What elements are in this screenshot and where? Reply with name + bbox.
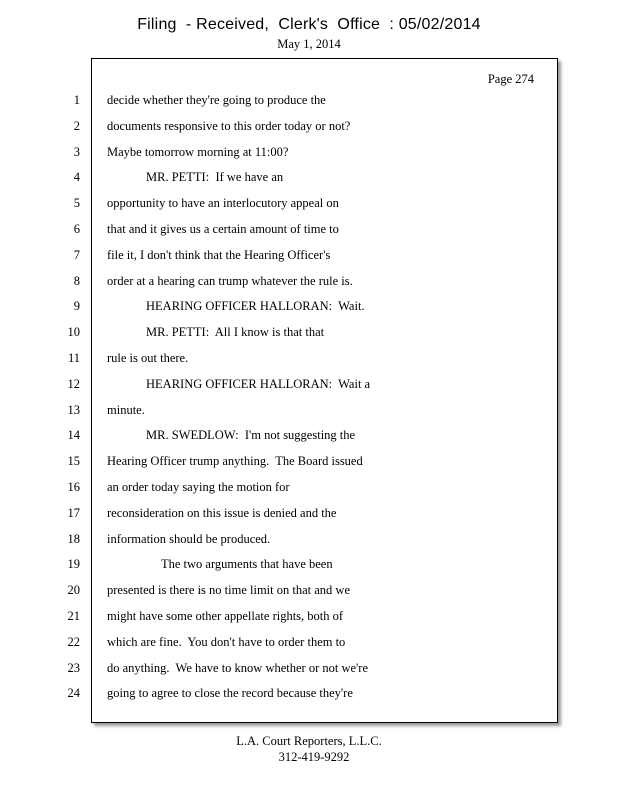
transcript-line <box>0 243 618 269</box>
line-number: 9 <box>73 299 80 314</box>
line-number: 11 <box>67 350 80 365</box>
transcript-line <box>0 475 618 501</box>
line-number: 18 <box>67 531 80 546</box>
transcript-line <box>0 449 618 475</box>
line-number: 13 <box>67 402 80 417</box>
transcript-line <box>0 578 618 604</box>
line-text: MR. SWEDLOW: I'm not suggesting the <box>146 428 356 443</box>
line-text: MR. PETTI: All I know is that that <box>146 325 325 340</box>
transcript-line <box>0 423 618 449</box>
line-text: HEARING OFFICER HALLORAN: Wait. <box>146 299 365 314</box>
line-text: rule is out there. <box>107 350 189 365</box>
filing-stamp: Filing - Received, Clerk's Office : 05/02/2014 <box>137 16 481 33</box>
line-text: minute. <box>107 402 145 417</box>
page-number: Page 274 <box>487 72 534 86</box>
transcript-line <box>0 552 618 578</box>
transcript-line <box>0 604 618 630</box>
transcript-line <box>0 630 618 656</box>
transcript-line <box>0 398 618 424</box>
transcript-line <box>0 140 618 166</box>
line-number: 5 <box>73 196 80 211</box>
transcript-line <box>0 114 618 140</box>
hearing-date: May 1, 2014 <box>277 37 341 51</box>
footer-phone: 312-419-9292 <box>278 750 350 764</box>
transcript-line <box>0 681 618 707</box>
transcript-line <box>0 372 618 398</box>
line-text: do anything. We have to know whether or not we're <box>107 660 369 675</box>
transcript-line <box>0 294 618 320</box>
line-text: Maybe tomorrow morning at 11:00? <box>107 144 289 159</box>
line-text: The two arguments that have been <box>161 557 333 572</box>
line-number: 2 <box>73 118 80 133</box>
line-number: 21 <box>67 608 80 623</box>
line-number: 24 <box>67 686 80 701</box>
line-number: 22 <box>67 634 80 649</box>
line-text: order at a hearing can trump whatever the rule is. <box>107 273 353 288</box>
line-text: file it, I don't think that the Hearing Officer's <box>107 247 331 262</box>
line-number: 4 <box>73 170 80 185</box>
line-text: Hearing Officer trump anything. The Board issued <box>107 454 363 469</box>
transcript-line <box>0 165 618 191</box>
line-text: might have some other appellate rights, both of <box>107 608 344 623</box>
line-number: 16 <box>67 479 80 494</box>
line-number: 14 <box>67 428 80 443</box>
line-text: going to agree to close the record because they're <box>107 686 353 701</box>
transcript-body <box>0 88 618 707</box>
line-number: 10 <box>67 325 80 340</box>
line-text: reconsideration on this issue is denied and the <box>107 505 337 520</box>
line-number: 15 <box>67 454 80 469</box>
transcript-line <box>0 527 618 553</box>
line-number: 8 <box>73 273 80 288</box>
transcript-line <box>0 217 618 243</box>
transcript-line <box>0 269 618 295</box>
line-text: documents responsive to this order today or not? <box>107 118 351 133</box>
transcript-line <box>0 191 618 217</box>
line-number: 6 <box>73 221 80 236</box>
transcript-line <box>0 346 618 372</box>
line-number: 23 <box>67 660 80 675</box>
line-number: 12 <box>67 376 80 391</box>
transcript-line <box>0 320 618 346</box>
transcript-line <box>0 88 618 114</box>
line-number: 20 <box>67 583 80 598</box>
transcript-line <box>0 501 618 527</box>
line-text: HEARING OFFICER HALLORAN: Wait a <box>146 376 371 391</box>
line-number: 1 <box>73 93 80 107</box>
line-number: 17 <box>67 505 80 520</box>
line-text: opportunity to have an interlocutory appeal on <box>107 196 339 211</box>
transcript-line <box>0 656 618 682</box>
line-text: presented is there is no time limit on that and we <box>107 583 350 598</box>
line-number: 3 <box>73 144 80 159</box>
line-number: 7 <box>73 247 80 262</box>
line-text: MR. PETTI: If we have an <box>146 170 284 185</box>
line-number: 19 <box>67 557 80 572</box>
line-text: information should be produced. <box>107 531 271 546</box>
line-text: decide whether they're going to produce the <box>107 93 326 107</box>
line-text: that and it gives us a certain amount of time to <box>107 221 339 236</box>
footer-reporter-name: L.A. Court Reporters, L.L.C. <box>236 734 382 748</box>
line-text: an order today saying the motion for <box>107 479 290 494</box>
line-text: which are fine. You don't have to order them to <box>107 634 346 649</box>
